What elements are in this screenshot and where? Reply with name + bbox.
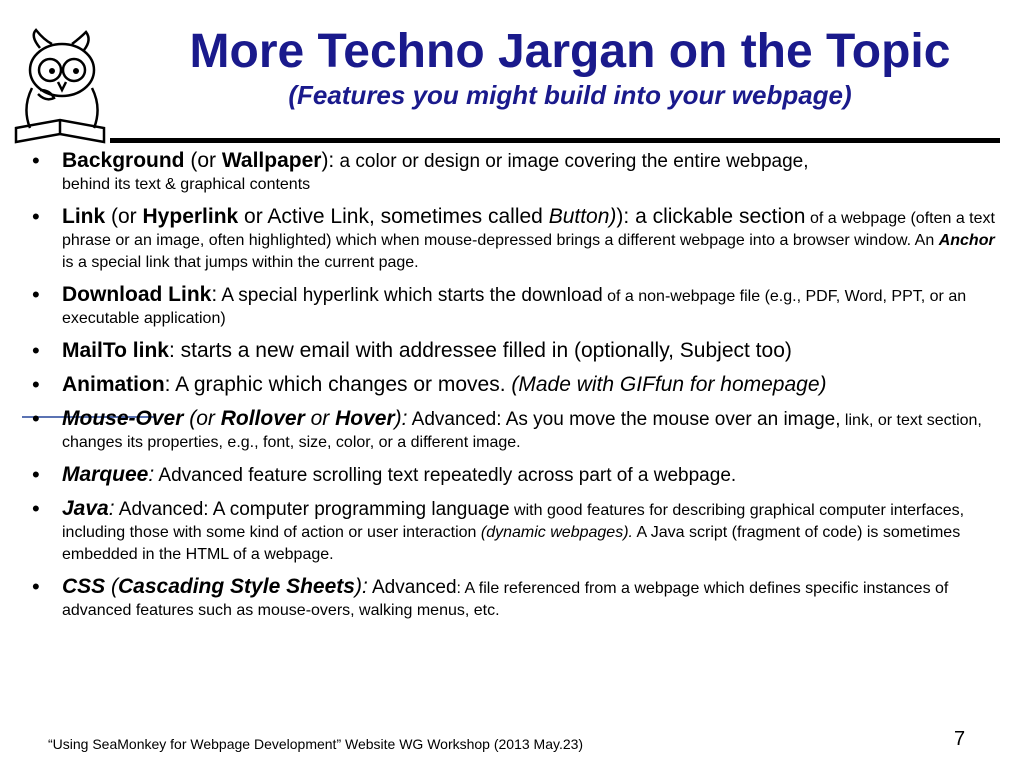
description: a color or design or image covering the entire webpage, <box>334 151 809 172</box>
title-block <box>120 24 1020 110</box>
bullet-dot: • <box>32 496 40 521</box>
text: or Active Link, sometimes called <box>238 205 549 228</box>
description: Advanced <box>367 577 457 598</box>
term: Marquee <box>62 463 149 486</box>
list-item-mouse-over <box>30 408 1010 454</box>
text: ): a clickable section <box>616 205 806 228</box>
text: ( <box>105 575 119 598</box>
text: ): <box>354 575 368 598</box>
description: : A graphic which changes or moves. <box>164 373 506 396</box>
description-detail: : A file referenced from a webpage which defines specific instances of advanced features such as mouse-overs, walking menus, etc. <box>62 580 949 619</box>
note: (Made with GIFfun for homepage) <box>505 373 827 396</box>
bullet-dot: • <box>32 406 40 431</box>
bullet-dot: • <box>32 148 40 173</box>
note: (dynamic webpages). <box>480 524 633 541</box>
description: Advanced: As you move the mouse over an image, <box>407 409 841 430</box>
term: CSS <box>62 575 106 598</box>
list-item-java <box>30 498 1010 566</box>
slide-subtitle: (Features you might build into your webpage) <box>288 80 852 110</box>
term: Mouse-Over <box>62 407 184 430</box>
bullet-dot: • <box>32 574 40 599</box>
text: or <box>304 407 336 430</box>
description: : starts a new email with addressee filled in (optionally, Subject too) <box>168 339 792 362</box>
term: Animation <box>62 373 165 396</box>
description: A special hyperlink which starts the download <box>217 285 603 306</box>
description-detail: A Java script (fragment of code) is sometimes embedded in the HTML of a webpage. <box>62 524 961 563</box>
term: Link <box>62 205 106 228</box>
description-detail: link, or text section, changes its properties, e.g., font, size, color, or a different image. <box>62 412 982 451</box>
title-divider <box>110 138 1000 143</box>
term: Download Link <box>62 283 212 306</box>
text: ): <box>394 407 408 430</box>
term-alt: Cascading Style Sheets <box>118 575 355 598</box>
description-detail: with good features for describing graphical computer interfaces, including those with some kind of action or user interaction <box>62 502 965 541</box>
term: MailTo link <box>62 339 169 362</box>
description-detail: is a special link that jumps within the current page. <box>62 254 419 271</box>
term-alt: Hyperlink <box>142 205 239 228</box>
term-alt: Button) <box>548 205 617 228</box>
description: Advanced: A computer programming language <box>114 499 510 520</box>
anchor-term: Anchor <box>938 232 995 249</box>
bullet-dot: • <box>32 204 40 229</box>
term-alt: Hover <box>335 407 395 430</box>
bullet-dot: • <box>32 372 40 397</box>
description-detail: of a webpage (often a text phrase or an image, often highlighted) which when mouse-depressed brings a different webpage into a browser window. An <box>62 210 995 249</box>
text: (or <box>184 149 222 172</box>
description: Advanced feature scrolling text repeatedly across part of a webpage. <box>154 465 737 486</box>
bullet-dot: • <box>32 338 40 363</box>
slide-footer: “Using SeaMonkey for Webpage Development” Website WG Workshop (2013 May.23) <box>48 736 584 752</box>
list-item-marquee <box>30 464 1010 488</box>
list-item-animation <box>30 374 1010 398</box>
slide-title: More Techno Jargan on the Topic <box>189 25 951 78</box>
description-detail: of a non-webpage file (e.g., PDF, Word, PPT, or an executable application) <box>62 288 967 327</box>
bullet-dot: • <box>32 282 40 307</box>
list-item-css <box>30 576 1010 622</box>
owl-reading-logo-icon <box>10 28 110 148</box>
term: Background <box>62 149 185 172</box>
list-item-mailto-link <box>30 340 1010 364</box>
list-item-background <box>30 150 1010 196</box>
list-item-link <box>30 206 1010 274</box>
bullet-dot: • <box>32 462 40 487</box>
text: : <box>148 463 155 486</box>
list-item-download-link <box>30 284 1010 330</box>
text: ): <box>321 149 335 172</box>
text: : <box>211 283 218 306</box>
text: (or <box>183 407 221 430</box>
term-alt: Rollover <box>220 407 305 430</box>
text: : <box>108 497 115 520</box>
text: (or <box>105 205 143 228</box>
description-detail: behind its text & graphical contents <box>62 176 311 193</box>
bullet-list <box>30 150 1010 632</box>
page-number: 7 <box>954 728 966 750</box>
term: Java <box>62 497 109 520</box>
term-alt: Wallpaper <box>221 149 322 172</box>
